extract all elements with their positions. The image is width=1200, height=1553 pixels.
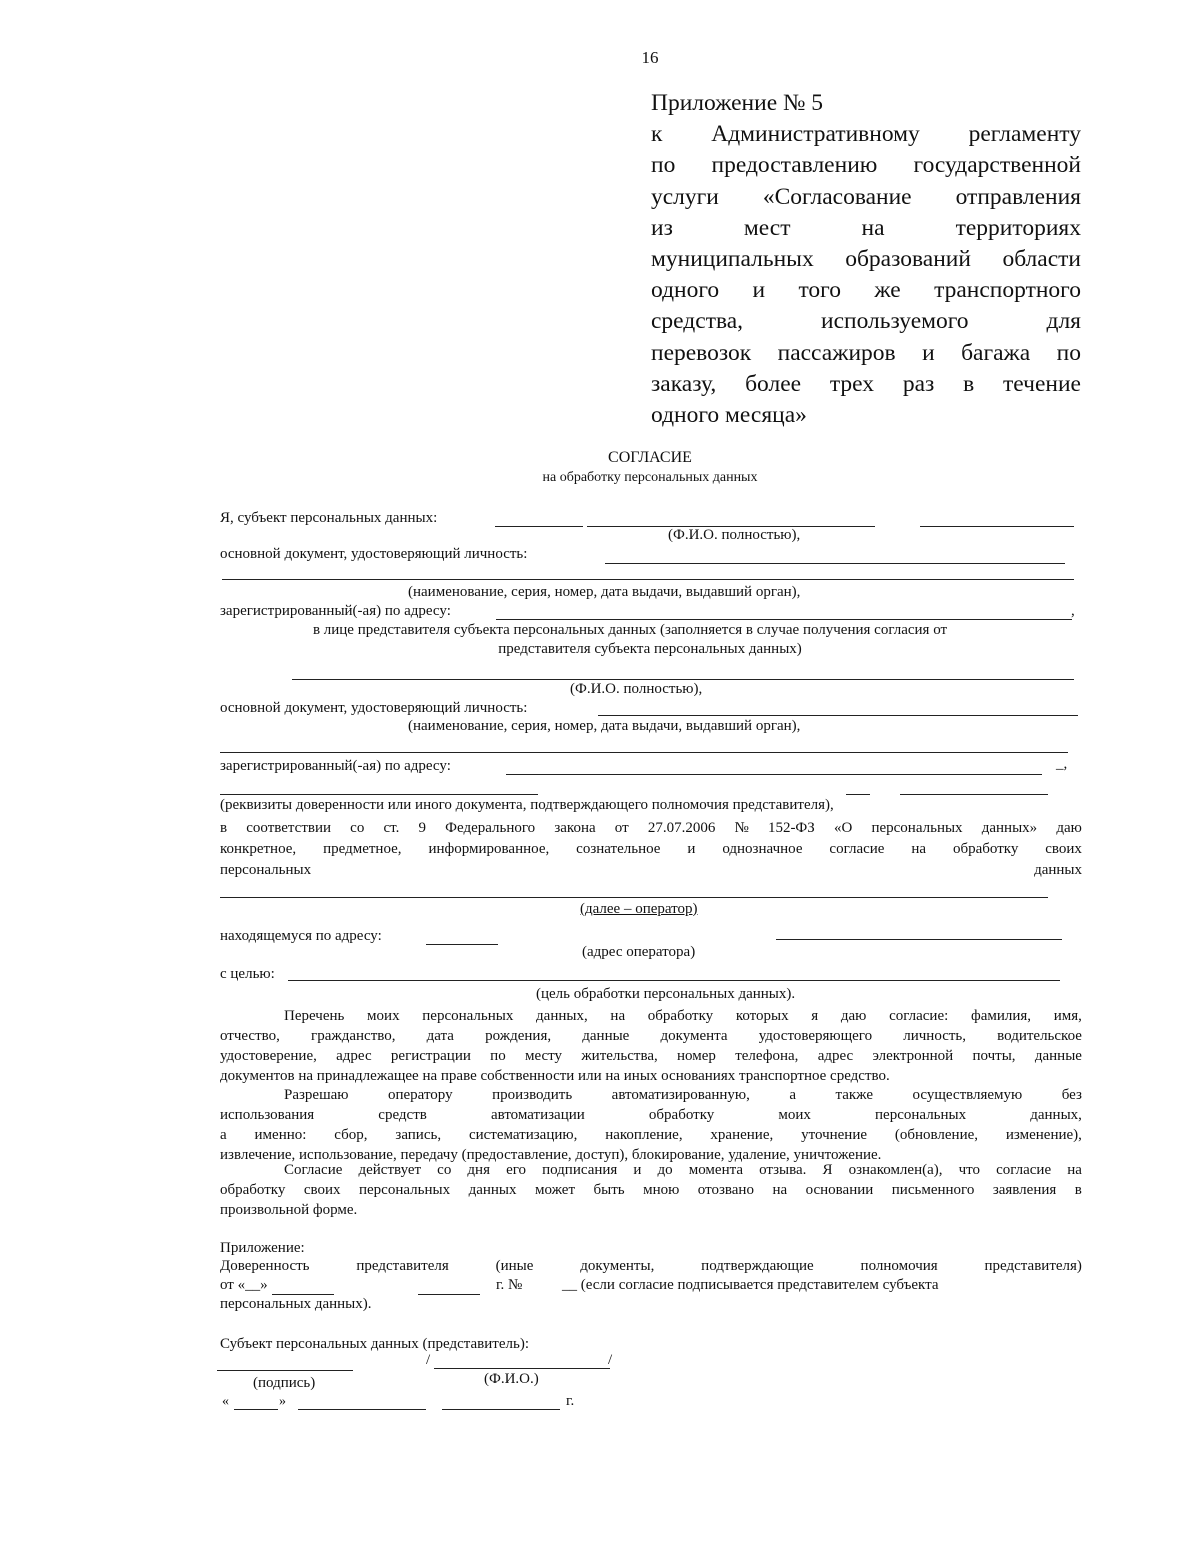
paragraph-line	[220, 1160, 1082, 1180]
word: документов на принадлежащее на праве собственности или на иных основаниях транспортное средство.	[220, 1068, 890, 1084]
word: течение	[1003, 370, 1081, 397]
word: предоставлению	[711, 152, 878, 179]
paragraph-line	[220, 1180, 1082, 1200]
reg-field-1[interactable]	[496, 619, 1072, 620]
date-open: «	[222, 1394, 229, 1409]
word: данные	[582, 1028, 630, 1044]
word: государственной	[913, 152, 1081, 179]
word: обработку	[220, 1182, 286, 1198]
word: до	[657, 1162, 673, 1178]
rep-note-1: в лице представителя субъекта персональных данных (заполняется в случае получения согласия от	[312, 622, 948, 638]
word: средства,	[651, 308, 744, 335]
attachment-rest: __ (если согласие подписывается представителем субъекта	[562, 1277, 939, 1293]
reg-label-2: зарегистрированный(-ая) по адресу:	[220, 758, 451, 774]
word: для	[1046, 308, 1081, 335]
doc-field-1b[interactable]	[222, 579, 1074, 580]
word: персональных	[422, 1008, 514, 1024]
law-line	[220, 860, 1082, 881]
word: Федерального	[445, 820, 536, 836]
word: и	[752, 277, 766, 304]
word: личность,	[903, 1028, 966, 1044]
subject-name-line-3[interactable]	[920, 526, 1074, 527]
word: месту	[524, 1048, 563, 1064]
appendix-lines	[651, 119, 1081, 431]
word: подписания	[542, 1162, 618, 1178]
doc-field-1[interactable]	[605, 563, 1065, 564]
fio-caption-2: (Ф.И.О. полностью),	[570, 681, 703, 697]
appendix-line	[651, 182, 1081, 213]
purpose-label: с целью:	[220, 966, 275, 982]
word: персональных	[871, 820, 963, 836]
doc-label-1: основной документ, удостоверяющий личность:	[220, 546, 528, 562]
word: автоматизации	[490, 1107, 585, 1123]
attachment-line-1	[220, 1258, 1082, 1275]
slash-open: /	[426, 1352, 431, 1368]
word: мною	[643, 1182, 680, 1198]
proxy-field-a[interactable]	[220, 794, 538, 795]
paragraph-line	[220, 1085, 1082, 1105]
word: заказу,	[651, 370, 717, 397]
word: электронной	[872, 1048, 954, 1064]
word: «О	[833, 820, 853, 836]
appendix-line	[651, 119, 1081, 150]
signature-subject-label: Субъект персональных данных (представитель):	[220, 1336, 529, 1352]
word: Согласие	[284, 1162, 343, 1178]
word: данных,	[1030, 1107, 1082, 1123]
doc-label-2: основной документ, удостоверяющий личность:	[220, 700, 528, 716]
attachment-from: от «__»	[220, 1277, 268, 1293]
operator-addr-field-b[interactable]	[776, 939, 1062, 940]
word: 152-ФЗ	[767, 820, 815, 836]
word: номер	[677, 1048, 716, 1064]
word: используемого	[821, 308, 969, 335]
word: обработку	[647, 1008, 714, 1024]
date-month-field[interactable]	[298, 1409, 426, 1410]
word: на	[772, 1182, 788, 1198]
word: Административному	[711, 121, 920, 148]
paragraph-line	[220, 1125, 1082, 1145]
appendix-line	[651, 244, 1081, 275]
attachment-line-3: персональных данных).	[220, 1296, 372, 1312]
word: в	[220, 820, 228, 836]
word: отозвано	[697, 1182, 754, 1198]
word: быть	[593, 1182, 625, 1198]
reg-dash: _,	[1056, 756, 1068, 772]
signature-field[interactable]	[217, 1370, 353, 1371]
date-close: »	[279, 1394, 286, 1409]
word: из	[651, 214, 673, 241]
paragraph-line	[220, 1046, 1082, 1066]
appendix-line	[651, 306, 1081, 337]
word: ст.	[383, 820, 400, 836]
paragraph-line	[220, 1105, 1082, 1125]
word: более	[745, 370, 802, 397]
word: производить	[492, 1087, 573, 1103]
word: регламенту	[968, 121, 1081, 148]
word: муниципальных	[651, 246, 814, 273]
word: водительское	[997, 1028, 1082, 1044]
subject-name-line-1[interactable]	[495, 526, 583, 527]
word: одного	[651, 277, 720, 304]
word: почты,	[972, 1048, 1016, 1064]
word: мест	[743, 214, 791, 241]
word: представителя)	[984, 1258, 1082, 1274]
word: удостоверяющего	[758, 1028, 873, 1044]
word: на	[861, 214, 885, 241]
attachment-label: Приложение:	[220, 1240, 305, 1256]
processing-paragraph	[220, 1085, 1082, 1165]
word: может	[535, 1182, 575, 1198]
word: 27.07.2006	[647, 820, 716, 836]
word: «Согласование	[762, 183, 912, 210]
fio-caption-1: (Ф.И.О. полностью),	[668, 527, 801, 543]
proxy-field-b[interactable]	[846, 794, 870, 795]
word: также	[835, 1087, 874, 1103]
appendix-header	[651, 88, 1081, 431]
word: уточнение	[801, 1127, 868, 1143]
word: отзыва.	[759, 1162, 807, 1178]
word: услуги	[651, 183, 719, 210]
word: (иные	[495, 1258, 534, 1274]
doc-caption-1: (наименование, серия, номер, дата выдачи, выдавший орган),	[408, 584, 801, 600]
word: его	[506, 1162, 526, 1178]
word: по	[651, 152, 676, 179]
word: персональных	[220, 862, 312, 878]
attachment-year-field[interactable]	[418, 1294, 480, 1295]
word: действует	[358, 1162, 422, 1178]
word: согласие	[996, 1162, 1052, 1178]
word: извлечение, использование, передачу (предоставление, доступ), блокирование, удаление, уничтожение.	[220, 1147, 882, 1163]
purpose-field[interactable]	[288, 980, 1060, 981]
word: обработку	[648, 1107, 715, 1123]
word: образований	[845, 246, 971, 273]
word: данные	[1034, 1048, 1082, 1064]
word: автоматизированную,	[611, 1087, 750, 1103]
word: однозначное	[722, 841, 803, 857]
word: хранение,	[710, 1127, 774, 1143]
word: представителя	[356, 1258, 449, 1274]
word: а	[789, 1087, 797, 1103]
word: территориях	[955, 214, 1081, 241]
paragraph-line	[220, 1026, 1082, 1046]
word: данных	[1034, 862, 1082, 878]
doc-field-2b[interactable]	[220, 752, 1068, 753]
word: по	[1056, 339, 1081, 366]
fio-field[interactable]	[434, 1368, 610, 1369]
word: Доверенность	[220, 1258, 310, 1274]
appendix-line	[651, 213, 1081, 244]
word: и	[633, 1162, 642, 1178]
word: предметное,	[323, 841, 402, 857]
word: момента	[688, 1162, 743, 1178]
word: дня	[467, 1162, 490, 1178]
word: регистрации	[390, 1048, 471, 1064]
appendix-line	[651, 275, 1081, 306]
word: даю	[1056, 820, 1082, 836]
word: отчество,	[220, 1028, 280, 1044]
operator-name-field[interactable]	[220, 897, 1048, 898]
operator-addr-field-a[interactable]	[426, 944, 498, 945]
word: на	[610, 1008, 626, 1024]
word: согласие	[829, 841, 885, 857]
appendix-line	[651, 369, 1081, 400]
word: одного месяца»	[651, 402, 807, 429]
word: оператору	[387, 1087, 453, 1103]
word: перевозок	[651, 339, 752, 366]
page-number: 16	[641, 48, 659, 67]
word: изменение),	[1005, 1127, 1082, 1143]
word: жительства,	[581, 1048, 658, 1064]
word: произвольной форме.	[220, 1202, 358, 1218]
word: адрес	[817, 1048, 854, 1064]
word: соответствии	[246, 820, 332, 836]
word: Я	[822, 1162, 833, 1178]
word: в	[1074, 1182, 1082, 1198]
word: подтверждающие	[701, 1258, 814, 1274]
law-paragraph	[220, 818, 1082, 881]
date-day-field[interactable]	[234, 1409, 278, 1410]
reg-field-2[interactable]	[506, 774, 1042, 775]
word: запись,	[395, 1127, 442, 1143]
word: закона	[554, 820, 596, 836]
word: адрес	[336, 1048, 372, 1064]
word: основании	[805, 1182, 874, 1198]
fio-caption: (Ф.И.О.)	[484, 1371, 539, 1387]
word: своих	[303, 1182, 341, 1198]
operator-addr-caption: (адрес оператора)	[582, 944, 696, 960]
word: в	[963, 370, 975, 397]
consent-title: СОГЛАСИЕ	[608, 449, 692, 466]
word: средств	[378, 1107, 427, 1123]
word: данных,	[536, 1008, 588, 1024]
word: накопление,	[605, 1127, 683, 1143]
word: со	[437, 1162, 452, 1178]
word: гражданство,	[311, 1028, 396, 1044]
word: использования	[220, 1107, 315, 1123]
word: имя,	[1053, 1008, 1082, 1024]
word: даю	[840, 1008, 867, 1024]
word: я	[811, 1008, 819, 1024]
law-line	[220, 839, 1082, 860]
word: осуществляемую	[912, 1087, 1023, 1103]
paragraph-line	[220, 1066, 1082, 1086]
word: области	[1002, 246, 1081, 273]
slash-close: /	[608, 1352, 613, 1368]
word: обработку	[952, 841, 1019, 857]
reg-comma: ,	[1071, 603, 1075, 619]
doc-caption-2: (наименование, серия, номер, дата выдачи, выдавший орган),	[408, 718, 801, 734]
year-suffix: г.	[566, 1393, 575, 1409]
word: конкретное,	[220, 841, 297, 857]
word: моих	[367, 1008, 400, 1024]
paragraph-line	[220, 1006, 1082, 1026]
proxy-caption: (реквизиты доверенности или иного документа, подтверждающего полномочия представителя),	[220, 797, 834, 813]
appendix-line	[651, 338, 1081, 369]
word: Разрешаю	[284, 1087, 349, 1103]
word: а	[220, 1127, 227, 1143]
date-year-field[interactable]	[442, 1409, 560, 1410]
attachment-g-no: г. №	[496, 1277, 523, 1293]
word: дата	[426, 1028, 454, 1044]
word: систематизацию,	[468, 1127, 578, 1143]
word: (обновление,	[894, 1127, 979, 1143]
word: полномочия	[860, 1258, 938, 1274]
word: данных	[468, 1182, 517, 1198]
operator-addr-label: находящемуся по адресу:	[220, 928, 382, 944]
word: фамилия,	[970, 1008, 1032, 1024]
word: того	[798, 277, 841, 304]
word: Перечень	[284, 1008, 345, 1024]
word: же	[874, 277, 901, 304]
word: №	[734, 820, 749, 836]
word: персональных	[875, 1107, 967, 1123]
consent-subtitle: на обработку персональных данных	[542, 470, 758, 485]
word: ознакомлен(а),	[848, 1162, 943, 1178]
sign-caption: (подпись)	[253, 1375, 316, 1391]
operator-caption: (далее – оператор)	[580, 901, 698, 917]
word: и	[922, 339, 935, 366]
word: сознательное	[576, 841, 661, 857]
word: и	[687, 841, 696, 857]
word: раз	[902, 370, 935, 397]
rep-fio-field[interactable]	[292, 679, 1074, 680]
word: пассажиров	[777, 339, 896, 366]
word: транспортного	[934, 277, 1081, 304]
word: телефона,	[735, 1048, 799, 1064]
word: именно:	[254, 1127, 307, 1143]
word: со	[350, 820, 365, 836]
word: письменного	[891, 1182, 975, 1198]
word: рождения,	[485, 1028, 552, 1044]
word: без	[1061, 1087, 1082, 1103]
rep-note-2: представителя субъекта персональных данных)	[498, 641, 802, 657]
word: к	[651, 121, 663, 148]
doc-field-2[interactable]	[598, 715, 1078, 716]
word: моих	[778, 1107, 811, 1123]
validity-paragraph	[220, 1160, 1082, 1220]
word: на	[911, 841, 927, 857]
word: отправления	[955, 183, 1081, 210]
law-line	[220, 818, 1082, 839]
word: согласие:	[889, 1008, 949, 1024]
word: заявления	[992, 1182, 1057, 1198]
reg-label-1: зарегистрированный(-ая) по адресу:	[220, 603, 451, 619]
data-list-paragraph	[220, 1006, 1082, 1086]
word: информированное,	[428, 841, 550, 857]
word: по	[490, 1048, 506, 1064]
appendix-line	[651, 150, 1081, 181]
purpose-caption: (цель обработки персональных данных).	[536, 986, 796, 1002]
proxy-field-c[interactable]	[900, 794, 1048, 795]
word: документы,	[580, 1258, 655, 1274]
word: персональных	[359, 1182, 451, 1198]
word: удостоверение,	[220, 1048, 317, 1064]
paragraph-line	[220, 1200, 1082, 1220]
word: что	[958, 1162, 980, 1178]
word: на	[1067, 1162, 1082, 1178]
attachment-date-field[interactable]	[272, 1294, 334, 1295]
word: трех	[829, 370, 875, 397]
appendix-line	[651, 400, 1081, 431]
word: 9	[418, 820, 426, 836]
appendix-title: Приложение № 5	[651, 90, 824, 116]
word: данных»	[981, 820, 1038, 836]
subject-label: Я, субъект персональных данных:	[220, 510, 438, 526]
word: от	[614, 820, 629, 836]
word: своих	[1045, 841, 1082, 857]
word: документа	[660, 1028, 728, 1044]
word: которых	[735, 1008, 789, 1024]
word: багажа	[961, 339, 1031, 366]
word: сбор,	[334, 1127, 368, 1143]
